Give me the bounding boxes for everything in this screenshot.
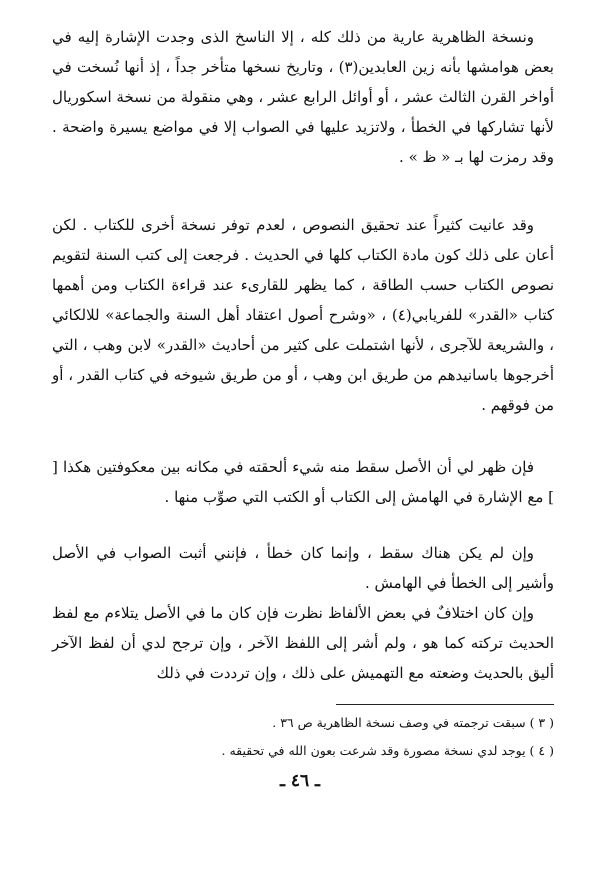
footnote: ( ٣ ) سبقت ترجمته في وصف نسخة الظاهرية ص ٣٦ . [272, 715, 554, 730]
body-paragraph [52, 210, 554, 420]
body-paragraph [52, 22, 554, 172]
footnote-divider [336, 704, 554, 705]
footnotes [52, 709, 554, 765]
body-paragraph [52, 452, 554, 512]
body-paragraph [52, 538, 554, 598]
paragraph-text: وإن لم يكن هناك سقط ، وإنما كان خطأ ، فإنني أثبت الصواب في الأصل وأشير إلى الخطأ في الهامش . [52, 544, 554, 592]
paragraph-text: ونسخة الظاهرية عارية من ذلك كله ، إلا الناسخ الذى وجدت الإشارة إليه في بعض هوامشها بأنه زين العابدين(٣) ، وتاريخ نسخها متأخر جداً ، إذ أنها نُسخت في أواخر القرن الثالث عشر ، أو أوائل الرابع عشر ، وهي منقولة من نسخة اسكوريال لأنها تشاركها في الخطأ ، ولاتزيد عليها في الصواب إلا في مواضع يسيرة واضحة . وقد رمزت لها بـ « ظ » . [52, 28, 554, 166]
page-number: ـ ٤٦ ـ [279, 771, 321, 791]
paragraph-text: فإن ظهر لي أن الأصل سقط منه شيء ألحقته في مكانه بين معكوفتين هكذا [ ] مع الإشارة في الهامش إلى الكتاب أو الكتب التي صوِّب منها . [52, 458, 554, 506]
paragraph-text: وقد عانيت كثيراً عند تحقيق النصوص ، لعدم توفر نسخة أخرى للكتاب . لكن أعان على ذلك كون مادة الكتاب كلها في الحديث . فرجعت إلى كتب السنة لتقويم نصوص الكتاب حسب الطاقة ، كما يظهر للقارىء عند قراءة الكتاب ومن أهمها كتاب «القدر» للفريابي(٤) ، «وشرح أصول اعتقاد أهل السنة والجماعة» للالكائي ، والشريعة للآجرى ، لأنها اشتملت على كثير من أحاديث «القدر» لابن وهب ، التي أخرجوها باسانيدهم من طريق ابن وهب ، أو من طريق شيوخه في كتاب القدر ، أو من فوقهم . [52, 216, 554, 414]
footnote: ( ٤ ) يوجد لدي نسخة مصورة وقد شرعت بعون الله في تحقيقه . [221, 743, 554, 758]
body-paragraph [52, 598, 554, 688]
paragraph-text: وإن كان اختلافٌ في بعض الألفاظ نظرت فإن كان ما في الأصل يتلاءم مع لفظ الحديث تركته كما هو ، ولم أشر إلى اللفظ الآخر ، وإن ترجح لدي أن لفظ الآخر أليق بالحديث وضعته مع التهميش على ذلك ، وإن ترددت في ذلك [52, 604, 554, 682]
